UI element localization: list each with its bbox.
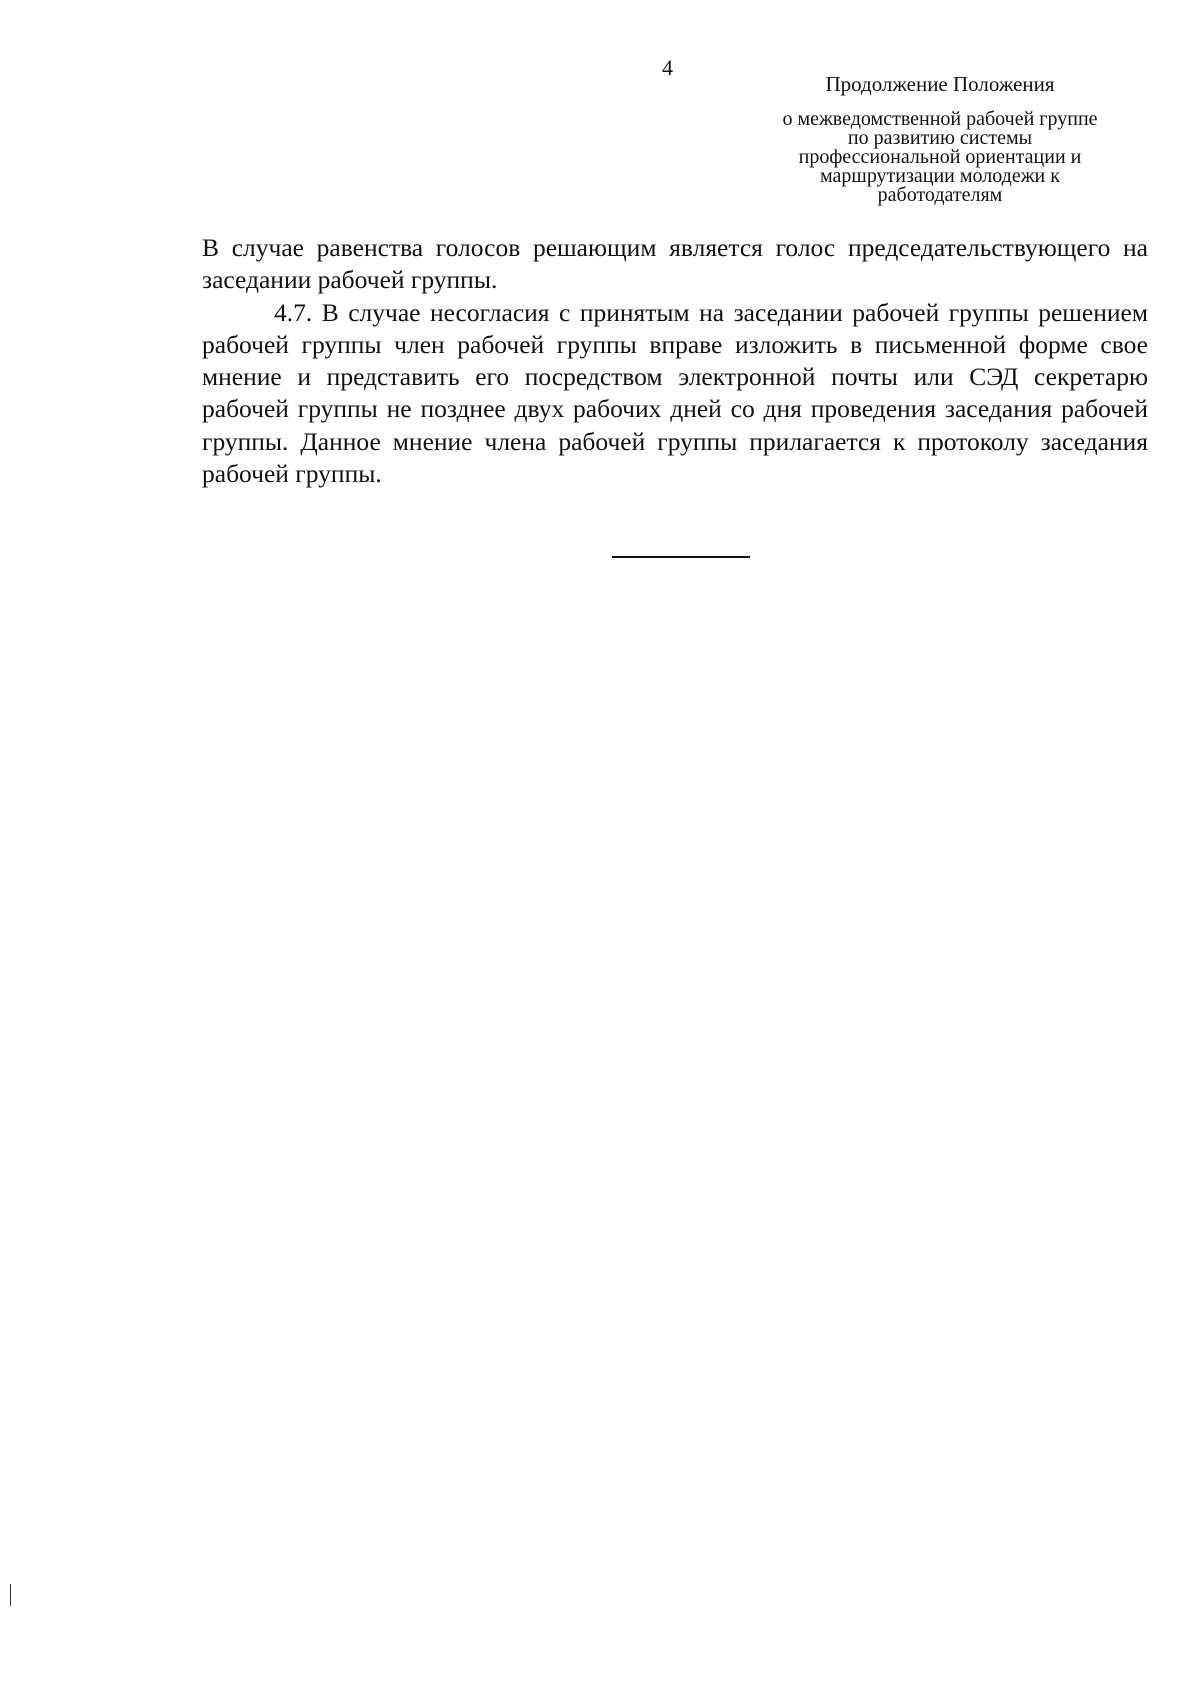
header-subtitle-line: о межведомственной рабочей группе [782, 108, 1098, 130]
header-subtitle-line: профессиональной ориентации и [798, 146, 1082, 168]
header-subtitle-line: по развитию системы [847, 127, 1033, 149]
header-subtitle [740, 110, 1140, 205]
body-paragraph-continued: В случае равенства голосов решающим является голос председательствующего на заседании рабочей группы. [202, 233, 1148, 295]
header-subtitle-line: маршрутизации молодежи к [820, 165, 1060, 187]
document-header [740, 72, 1140, 205]
document-body [202, 232, 1148, 490]
header-subtitle-line: работодателям [877, 184, 1003, 206]
margin-scan-mark [10, 1584, 11, 1606]
header-title: Продолжение Положения [825, 72, 1055, 96]
closing-divider-line [612, 556, 750, 558]
page-number: 4 [662, 55, 673, 80]
body-paragraph-4-7: 4.7. В случае несогласия с принятым на заседании рабочей группы решением рабочей группы член рабочей группы вправе изложить в письменной форме свое мнение и представить его посредством электронной почты или СЭД секретарю рабочей группы не позднее двух рабочих дней со дня проведения заседания рабочей группы. Данное мнение члена рабочей группы прилагается к протоколу заседания рабочей группы. [202, 297, 1148, 489]
